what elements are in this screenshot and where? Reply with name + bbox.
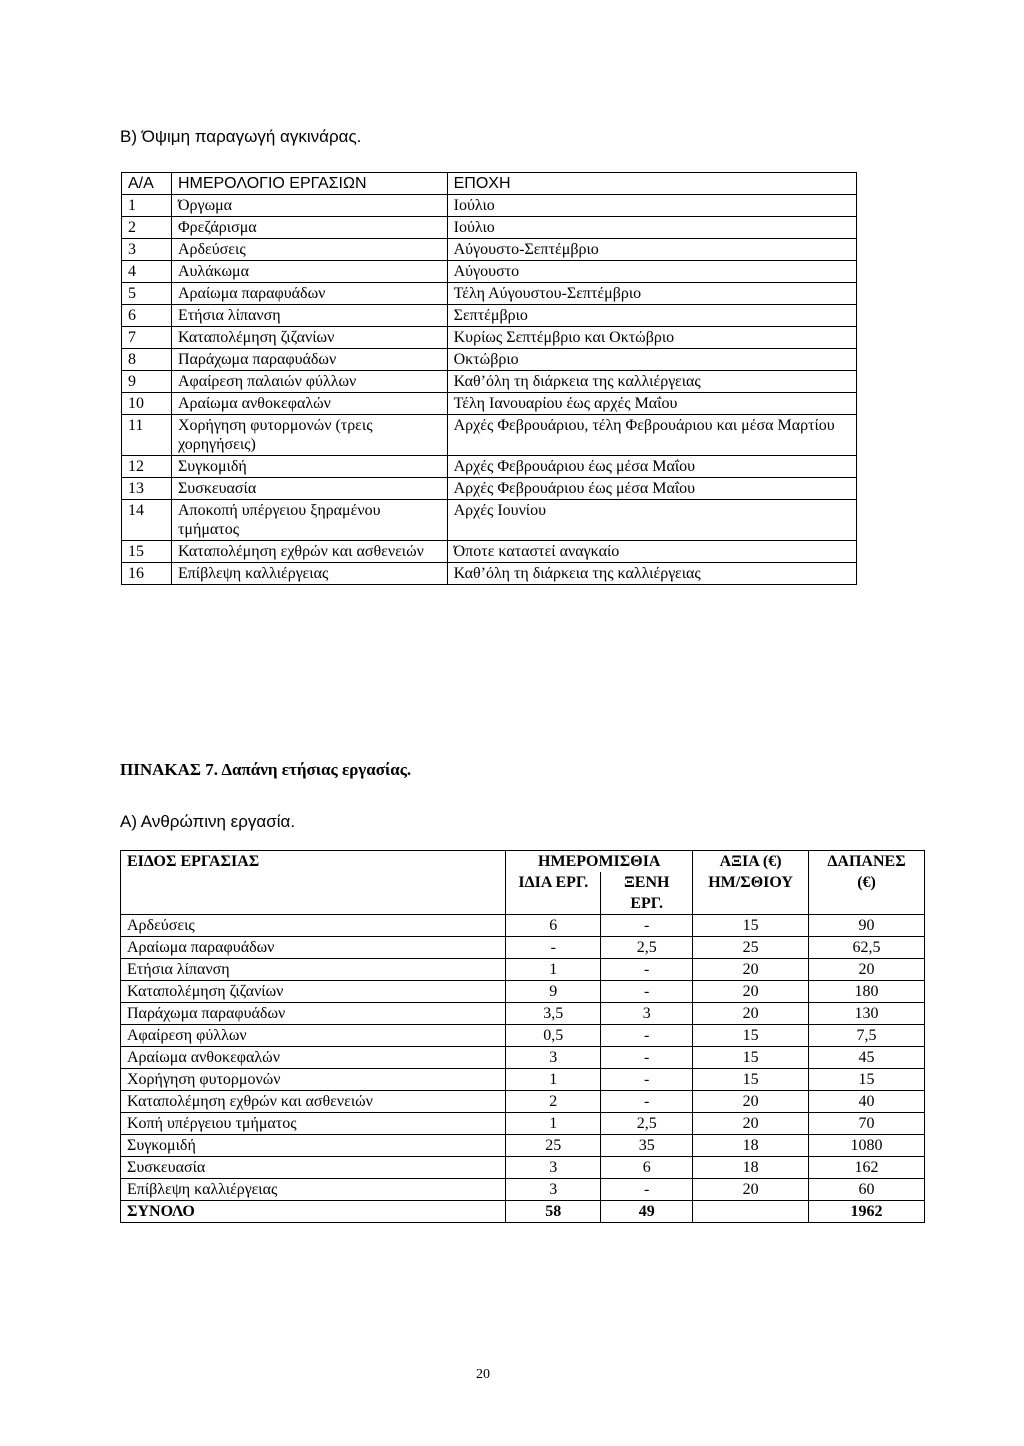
schedule-row xyxy=(122,283,857,305)
schedule-row-season: Σεπτέμβριο xyxy=(447,305,856,327)
labor-row-type: Χορήγηση φυτορμονών xyxy=(121,1069,506,1091)
labor-total-row xyxy=(121,1201,925,1223)
schedule-row-no: 8 xyxy=(122,349,172,371)
schedule-row-no: 11 xyxy=(122,415,172,456)
schedule-row-task: Όργωμα xyxy=(171,195,447,217)
schedule-row-season: Ιούλιο xyxy=(447,195,856,217)
labor-row-cost: 7,5 xyxy=(809,1025,925,1047)
schedule-row xyxy=(122,456,857,478)
labor-total-hired: 49 xyxy=(601,1201,693,1223)
schedule-row-season: Καθ’όλη τη διάρκεια της καλλιέργειας xyxy=(447,371,856,393)
labor-row-own: 1 xyxy=(506,1069,601,1091)
labor-row-own: 1 xyxy=(506,1113,601,1135)
labor-row-type: Αφαίρεση φύλλων xyxy=(121,1025,506,1047)
schedule-row-task: Αφαίρεση παλαιών φύλλων xyxy=(171,371,447,393)
labor-row-type: Αραίωμα ανθοκεφαλών xyxy=(121,1047,506,1069)
schedule-row-task: Αυλάκωμα xyxy=(171,261,447,283)
schedule-header-no: Α/Α xyxy=(122,173,172,195)
labor-row-value: 15 xyxy=(693,1025,809,1047)
labor-row-cost: 60 xyxy=(809,1179,925,1201)
labor-row-own: 3 xyxy=(506,1047,601,1069)
header-work-type: ΕΙΔΟΣ ΕΡΓΑΣΙΑΣ xyxy=(121,851,506,915)
schedule-row-no: 7 xyxy=(122,327,172,349)
schedule-row xyxy=(122,393,857,415)
schedule-row xyxy=(122,327,857,349)
labor-header-row xyxy=(121,851,925,873)
labor-row-cost: 130 xyxy=(809,1003,925,1025)
labor-row-cost: 162 xyxy=(809,1157,925,1179)
labor-row-value: 20 xyxy=(693,1113,809,1135)
header-cost-unit: (€) xyxy=(809,872,925,915)
schedule-row-season: Τέλη Ιανουαρίου έως αρχές Μαΐου xyxy=(447,393,856,415)
labor-row-hired: - xyxy=(601,1047,693,1069)
schedule-row xyxy=(122,239,857,261)
labor-row-cost: 45 xyxy=(809,1047,925,1069)
labor-row xyxy=(121,1003,925,1025)
schedule-row-season: Ιούλιο xyxy=(447,217,856,239)
schedule-row-task: Καταπολέμηση εχθρών και ασθενειών xyxy=(171,541,447,563)
labor-row-type: Ετήσια λίπανση xyxy=(121,959,506,981)
labor-row-own: 0,5 xyxy=(506,1025,601,1047)
labor-row-value: 20 xyxy=(693,1003,809,1025)
labor-row-cost: 90 xyxy=(809,915,925,937)
schedule-row xyxy=(122,478,857,500)
header-hired-labor: ΞΕΝΗ ΕΡΓ. xyxy=(601,872,693,915)
labor-row-hired: 2,5 xyxy=(601,1113,693,1135)
labor-row-hired: - xyxy=(601,915,693,937)
labor-total-label: ΣΥΝΟΛΟ xyxy=(121,1201,506,1223)
schedule-row-no: 10 xyxy=(122,393,172,415)
schedule-row-season: Καθ’όλη τη διάρκεια της καλλιέργειας xyxy=(447,563,856,585)
labor-row-value: 15 xyxy=(693,1069,809,1091)
section-a-title: Α) Ανθρώπινη εργασία. xyxy=(120,812,296,831)
labor-row xyxy=(121,937,925,959)
schedule-row-season: Τέλη Αύγουστου-Σεπτέμβριο xyxy=(447,283,856,305)
labor-row-cost: 70 xyxy=(809,1113,925,1135)
schedule-row-no: 5 xyxy=(122,283,172,305)
header-cost: ΔΑΠΑΝΕΣ xyxy=(809,851,925,873)
header-value-unit: ΗΜ/ΣΘΙΟΥ xyxy=(693,872,809,915)
schedule-row-no: 16 xyxy=(122,563,172,585)
labor-row xyxy=(121,1069,925,1091)
labor-row-own: 25 xyxy=(506,1135,601,1157)
labor-row-hired: - xyxy=(601,1025,693,1047)
page-number: 20 xyxy=(476,1367,490,1382)
labor-total-own: 58 xyxy=(506,1201,601,1223)
schedule-row-season: Οκτώβριο xyxy=(447,349,856,371)
schedule-row-no: 4 xyxy=(122,261,172,283)
labor-row-type: Κοπή υπέργειου τμήματος xyxy=(121,1113,506,1135)
schedule-row-season: Όποτε καταστεί αναγκαίο xyxy=(447,541,856,563)
schedule-row-season: Αρχές Φεβρουάριου έως μέσα Μαΐου xyxy=(447,478,856,500)
schedule-row-season: Αρχές Ιουνίου xyxy=(447,500,856,541)
labor-row-cost: 180 xyxy=(809,981,925,1003)
schedule-row-task: Καταπολέμηση ζιζανίων xyxy=(171,327,447,349)
labor-row-own: 1 xyxy=(506,959,601,981)
schedule-row-season: Κυρίως Σεπτέμβριο και Οκτώβριο xyxy=(447,327,856,349)
table7-title: ΠΙΝΑΚΑΣ 7. Δαπάνη ετήσιας εργασίας. xyxy=(120,760,412,779)
header-wage-days: ΗΜΕΡΟΜΙΣΘΙΑ xyxy=(506,851,693,873)
labor-cost-table xyxy=(120,850,925,1223)
schedule-row-no: 13 xyxy=(122,478,172,500)
labor-row-value: 18 xyxy=(693,1157,809,1179)
schedule-row-no: 1 xyxy=(122,195,172,217)
labor-row-hired: 2,5 xyxy=(601,937,693,959)
schedule-row xyxy=(122,349,857,371)
labor-row xyxy=(121,959,925,981)
labor-row-cost: 62,5 xyxy=(809,937,925,959)
labor-row xyxy=(121,1113,925,1135)
schedule-row-task: Φρεζάρισμα xyxy=(171,217,447,239)
schedule-row-no: 3 xyxy=(122,239,172,261)
schedule-row xyxy=(122,261,857,283)
schedule-row-task: Χορήγηση φυτορμονών (τρεις χορηγήσεις) xyxy=(171,415,447,456)
schedule-header-season: ΕΠΟΧΗ xyxy=(447,173,856,195)
labor-row xyxy=(121,1091,925,1113)
schedule-row-no: 2 xyxy=(122,217,172,239)
labor-row-hired: 6 xyxy=(601,1157,693,1179)
schedule-row-no: 12 xyxy=(122,456,172,478)
labor-row-type: Συγκομιδή xyxy=(121,1135,506,1157)
labor-row-cost: 20 xyxy=(809,959,925,981)
labor-row-own: 9 xyxy=(506,981,601,1003)
labor-row xyxy=(121,1157,925,1179)
schedule-row-task: Επίβλεψη καλλιέργειας xyxy=(171,563,447,585)
schedule-row-season: Αύγουστο-Σεπτέμβριο xyxy=(447,239,856,261)
labor-row-type: Παράχωμα παραφυάδων xyxy=(121,1003,506,1025)
schedule-row xyxy=(122,500,857,541)
schedule-header-task: ΗΜΕΡΟΛΟΓΙΟ ΕΡΓΑΣΙΩΝ xyxy=(171,173,447,195)
labor-row-hired: - xyxy=(601,1091,693,1113)
schedule-row-task: Αραίωμα ανθοκεφαλών xyxy=(171,393,447,415)
labor-row xyxy=(121,1135,925,1157)
schedule-row-season: Αρχές Φεβρουάριου έως μέσα Μαΐου xyxy=(447,456,856,478)
schedule-row-no: 15 xyxy=(122,541,172,563)
labor-row-hired: 35 xyxy=(601,1135,693,1157)
schedule-row xyxy=(122,371,857,393)
schedule-row-task: Συσκευασία xyxy=(171,478,447,500)
labor-row-hired: - xyxy=(601,1179,693,1201)
labor-row-value: 20 xyxy=(693,981,809,1003)
labor-row-value: 20 xyxy=(693,959,809,981)
labor-row-value: 20 xyxy=(693,1091,809,1113)
labor-row-type: Συσκευασία xyxy=(121,1157,506,1179)
schedule-row-season: Αύγουστο xyxy=(447,261,856,283)
labor-row-cost: 40 xyxy=(809,1091,925,1113)
schedule-row-task: Αραίωμα παραφυάδων xyxy=(171,283,447,305)
labor-row-hired: 3 xyxy=(601,1003,693,1025)
labor-row-hired: - xyxy=(601,981,693,1003)
labor-row-own: - xyxy=(506,937,601,959)
schedule-row xyxy=(122,195,857,217)
header-value: ΑΞΙΑ (€) xyxy=(693,851,809,873)
labor-row-type: Επίβλεψη καλλιέργειας xyxy=(121,1179,506,1201)
labor-row-value: 15 xyxy=(693,915,809,937)
schedule-row-no: 6 xyxy=(122,305,172,327)
labor-total-cost: 1962 xyxy=(809,1201,925,1223)
labor-row-value: 20 xyxy=(693,1179,809,1201)
labor-total-value xyxy=(693,1201,809,1223)
labor-row-type: Αραίωμα παραφυάδων xyxy=(121,937,506,959)
labor-row xyxy=(121,1047,925,1069)
schedule-row-task: Παράχωμα παραφυάδων xyxy=(171,349,447,371)
labor-row-own: 3,5 xyxy=(506,1003,601,1025)
schedule-row xyxy=(122,541,857,563)
labor-row xyxy=(121,981,925,1003)
schedule-row xyxy=(122,217,857,239)
schedule-row-task: Αποκοπή υπέργειου ξηραμένου τμήματος xyxy=(171,500,447,541)
labor-row-own: 2 xyxy=(506,1091,601,1113)
schedule-row-task: Αρδεύσεις xyxy=(171,239,447,261)
labor-row-value: 25 xyxy=(693,937,809,959)
schedule-row-no: 14 xyxy=(122,500,172,541)
labor-row-type: Αρδεύσεις xyxy=(121,915,506,937)
labor-row-type: Καταπολέμηση ζιζανίων xyxy=(121,981,506,1003)
schedule-row xyxy=(122,415,857,456)
labor-row-own: 3 xyxy=(506,1179,601,1201)
header-own-labor: ΙΔΙΑ ΕΡΓ. xyxy=(506,872,601,915)
schedule-row xyxy=(122,305,857,327)
section-b-title: Β) Όψιμη παραγωγή αγκινάρας. xyxy=(120,127,362,146)
schedule-row-task: Ετήσια λίπανση xyxy=(171,305,447,327)
labor-row xyxy=(121,1025,925,1047)
schedule-row xyxy=(122,563,857,585)
labor-row-hired: - xyxy=(601,1069,693,1091)
schedule-row-season: Αρχές Φεβρουάριου, τέλη Φεβρουάριου και μέσα Μαρτίου xyxy=(447,415,856,456)
labor-row-cost: 1080 xyxy=(809,1135,925,1157)
labor-row xyxy=(121,1179,925,1201)
labor-row-own: 6 xyxy=(506,915,601,937)
labor-row-cost: 15 xyxy=(809,1069,925,1091)
labor-row-hired: - xyxy=(601,959,693,981)
schedule-table xyxy=(121,172,857,585)
schedule-row-no: 9 xyxy=(122,371,172,393)
labor-row-type: Καταπολέμηση εχθρών και ασθενειών xyxy=(121,1091,506,1113)
labor-row-value: 15 xyxy=(693,1047,809,1069)
labor-row xyxy=(121,915,925,937)
labor-row-own: 3 xyxy=(506,1157,601,1179)
schedule-row-task: Συγκομιδή xyxy=(171,456,447,478)
schedule-header-row xyxy=(122,173,857,195)
labor-row-value: 18 xyxy=(693,1135,809,1157)
